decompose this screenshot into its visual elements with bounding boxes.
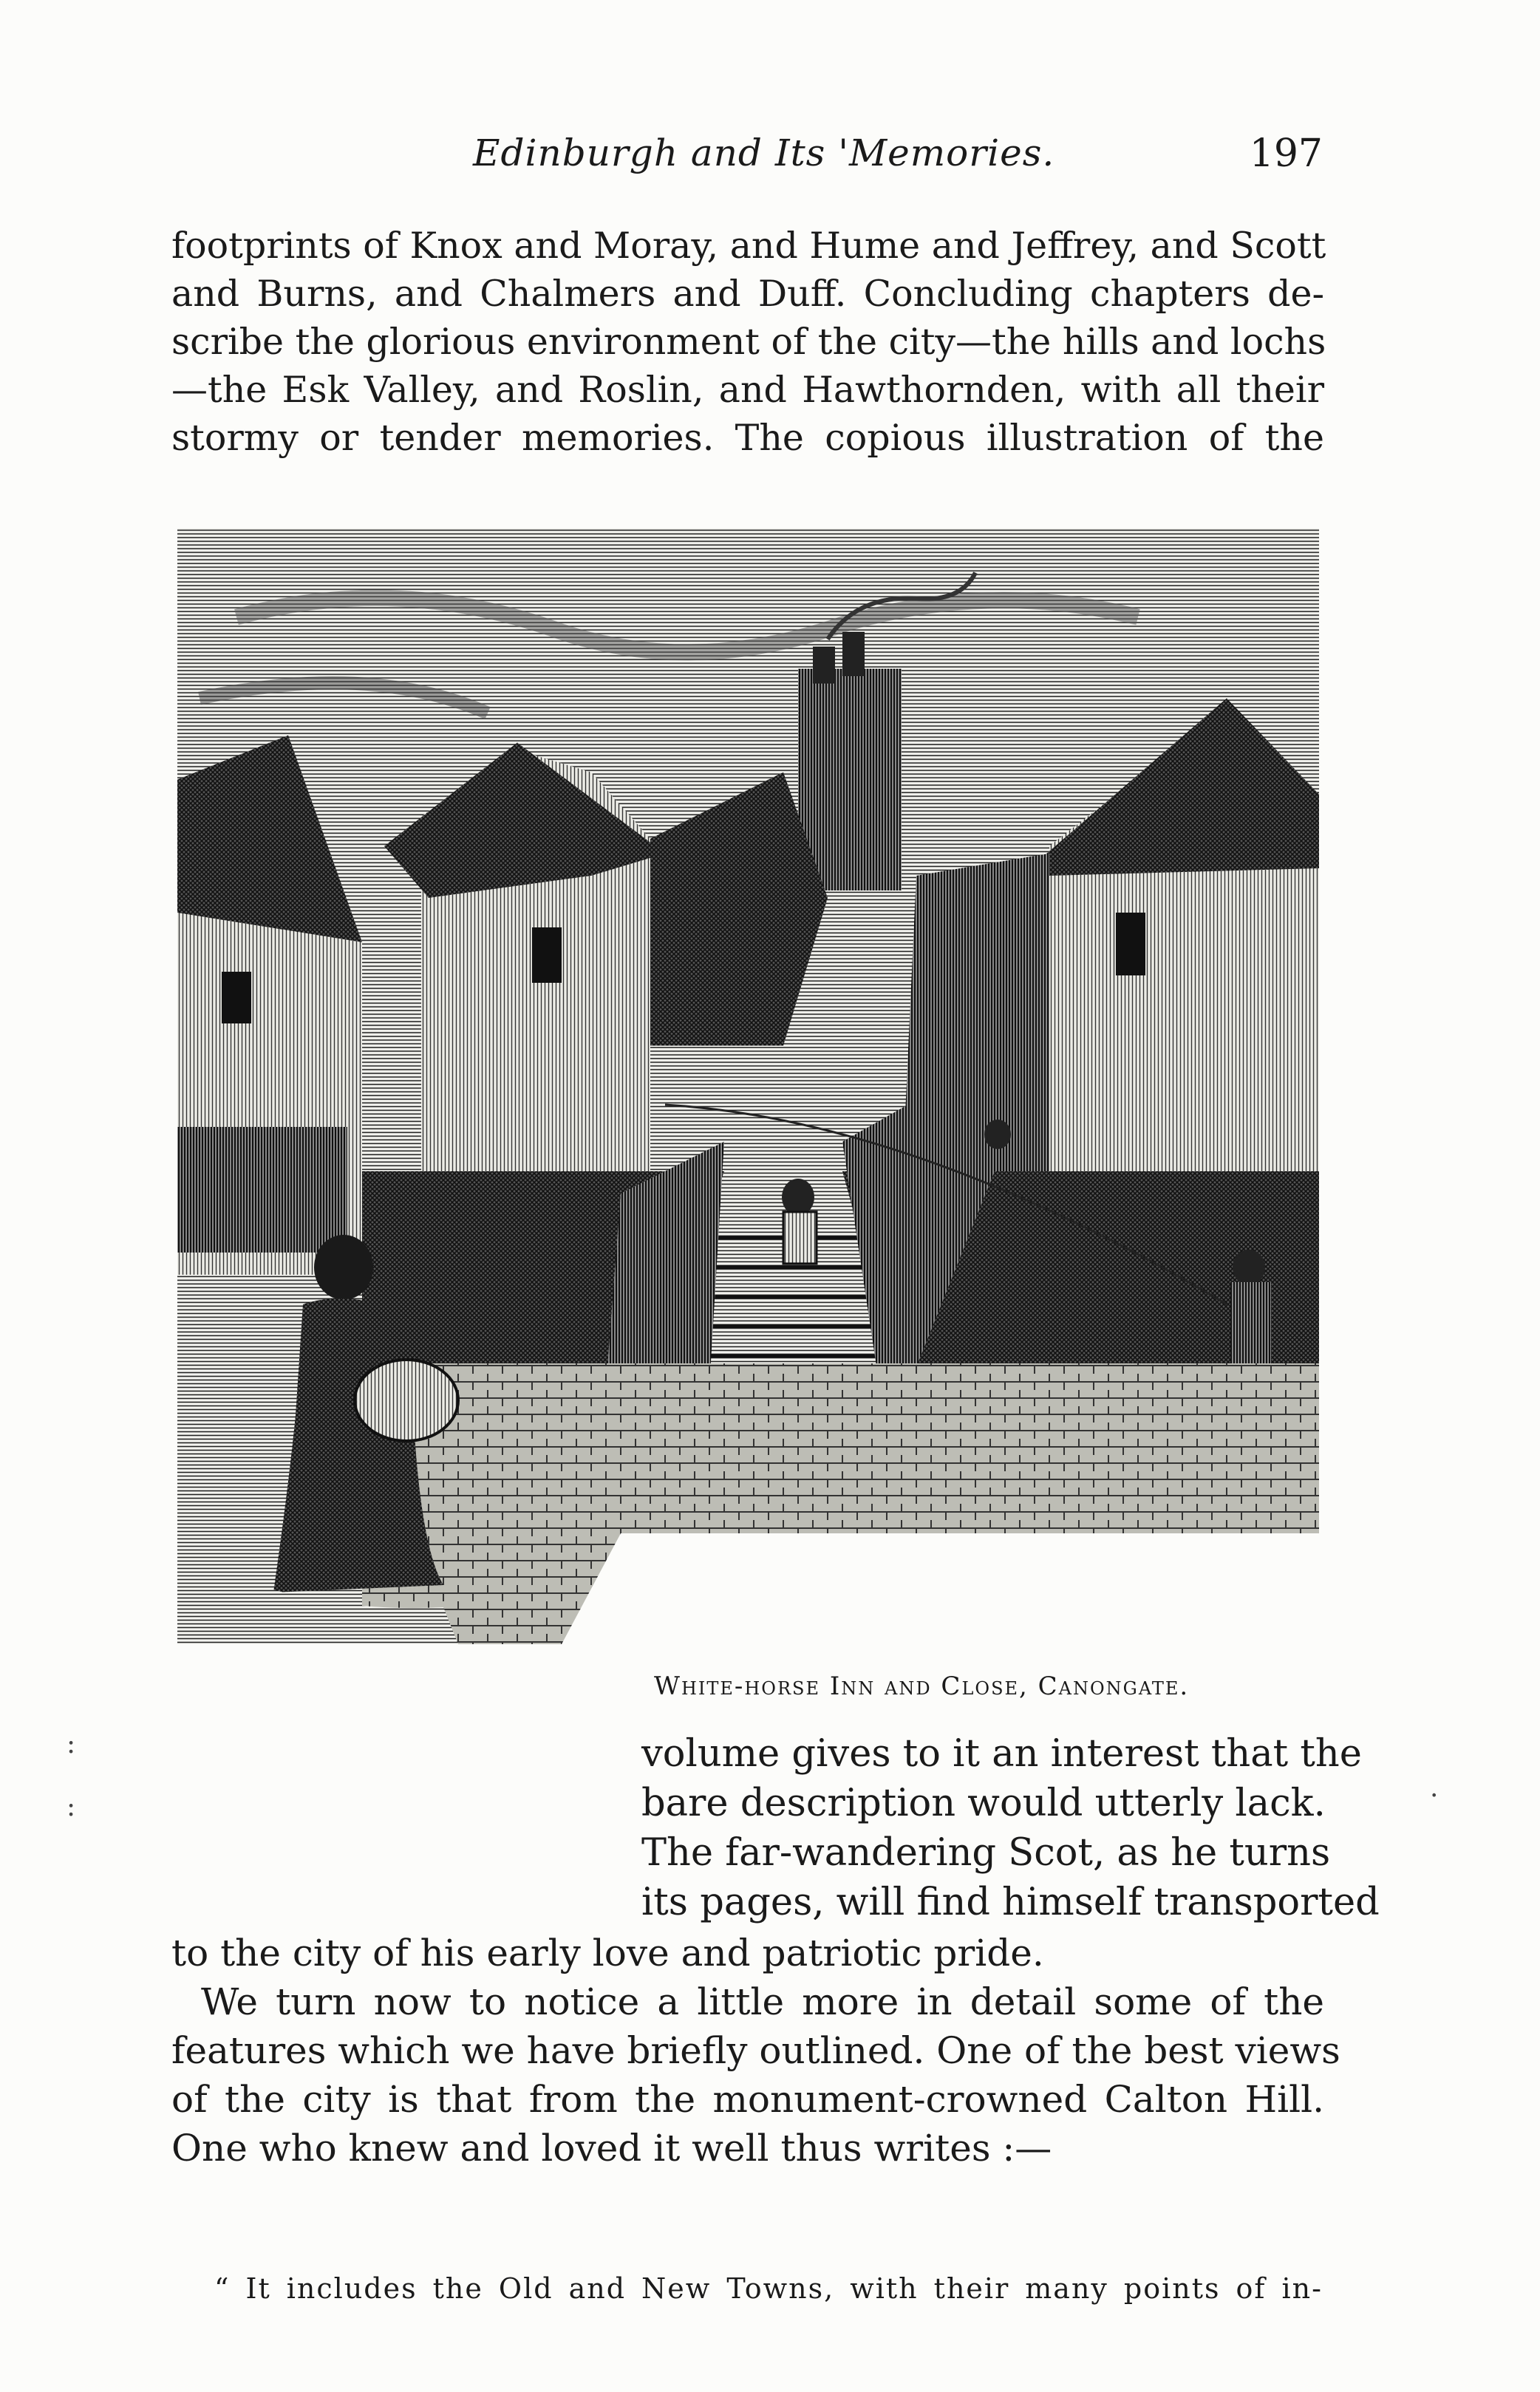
paragraph-top — [171, 222, 1324, 462]
page-number: 197 — [1249, 132, 1323, 176]
text-line: volume gives to it an interest that the — [641, 1732, 1362, 1776]
engraving-illustration — [177, 528, 1319, 1644]
wrapped-text — [641, 1729, 1380, 1927]
text-line: —the Esk Valley, and Roslin, and Hawthornden, with all their — [171, 369, 1324, 411]
running-title: Edinburgh and Its 'Memories. — [473, 132, 1055, 174]
text-line: bare description would utterly lack. — [641, 1782, 1326, 1825]
text-line: scribe the glorious environment of the city—the hills and lochs — [171, 321, 1326, 363]
text-line: to the city of his early love and patriotic pride. — [171, 1932, 1044, 1974]
block-quote: “ It includes the Old and New Towns, with their many points of in- — [214, 2272, 1323, 2305]
paragraph-bottom — [171, 1929, 1340, 2173]
text-line: and Burns, and Chalmers and Duff. Concluding chapters de- — [171, 273, 1324, 315]
text-line: features which we have briefly outlined. One of the best views — [171, 2029, 1340, 2072]
figure-caption: White-horse Inn and Close, Canongate. — [654, 1672, 1190, 1701]
text-line: of the city is that from the monument-crowned Calton Hill. — [171, 2078, 1324, 2121]
text-line: footprints of Knox and Moray, and Hume and Jeffrey, and Scott — [171, 225, 1326, 267]
text-line: The far-wandering Scot, as he turns — [641, 1831, 1331, 1875]
margin-mark: : — [67, 1729, 76, 1759]
text-line: We turn now to notice a little more in detail some of the — [201, 1980, 1324, 2023]
margin-mark: · — [1430, 1781, 1439, 1811]
text-line: its pages, will find himself transported — [641, 1881, 1380, 1924]
page-header — [177, 132, 1323, 191]
text-line: One who knew and loved it well thus writes :— — [171, 2127, 1052, 2170]
text-line: stormy or tender memories. The copious illustration of the — [171, 417, 1324, 459]
margin-mark: : — [67, 1792, 76, 1822]
